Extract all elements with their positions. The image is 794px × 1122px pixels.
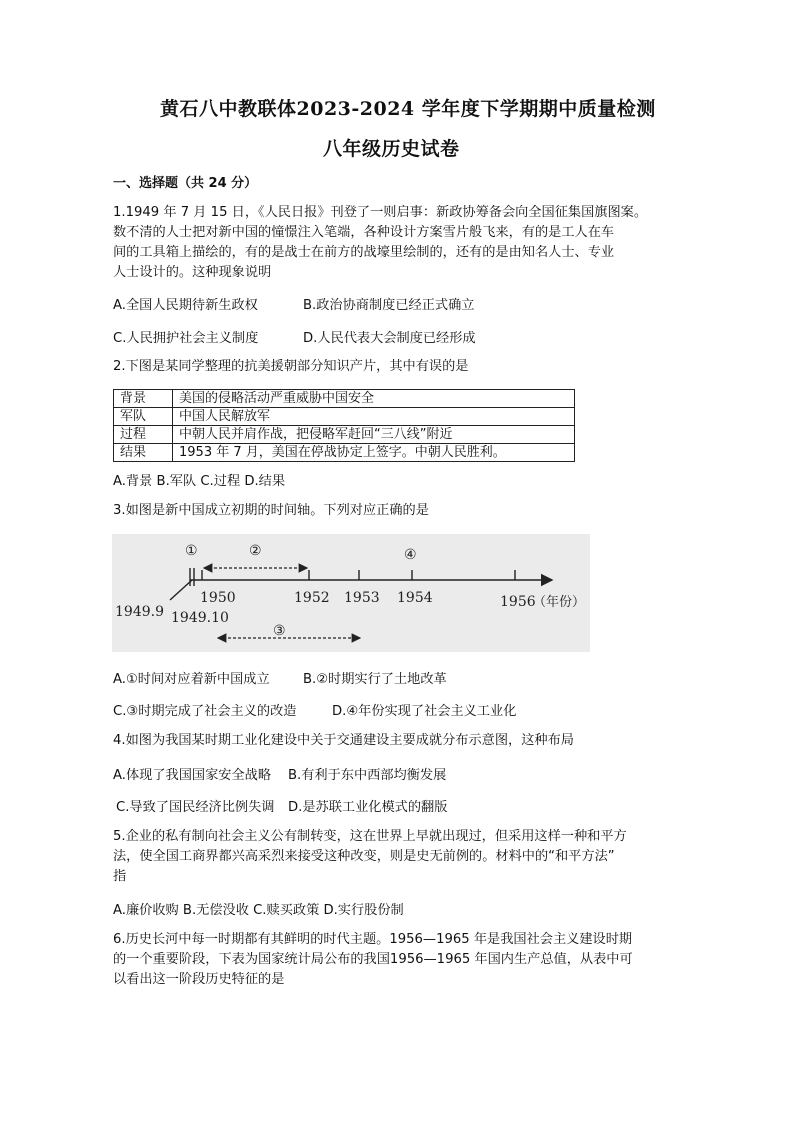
q3-option-a[interactable]: A.①时间对应着新中国成立 [113,672,270,687]
table-cell: 军队 [114,408,173,426]
q3-stem: 3.如图是新中国成立初期的时间轴。下列对应正确的是 [113,503,429,518]
table-cell: 背景 [114,390,173,408]
year-label: 1953 [344,590,380,606]
q1-option-b[interactable]: B.政治协商制度已经正式确立 [303,298,475,313]
axis-unit: （年份） [533,595,586,610]
q1-option-c[interactable]: C.人民拥护社会主义制度 [113,331,259,346]
table-cell: 中国人民解放军 [173,408,575,426]
q4-option-b[interactable]: B.有利于东中西部均衡发展 [288,768,447,783]
table-cell: 过程 [114,426,173,444]
q1-stem [113,203,647,283]
q5-options[interactable]: A.廉价收购 B.无偿没收 C.赎买政策 D.实行股份制 [113,903,404,918]
q1-option-d[interactable]: D.人民代表大会制度已经形成 [303,331,476,346]
table-row [114,426,575,444]
table-row [114,408,575,426]
q4-stem: 4.如图为我国某时期工业化建设中关于交通建设主要成就分布示意图，这种布局 [113,733,574,748]
q1-line: 人士设计的。这种现象说明 [113,265,272,280]
q5-line: 法，使全国工商界都兴高采烈来接受这种改变，则是史无前例的。材料中的“和平方法” [113,849,615,864]
q4-option-c[interactable]: C.导致了国民经济比例失调 [116,800,275,815]
year-label: 1950 [200,590,236,606]
year-label: 1954 [397,590,433,606]
q1-line: 1.1949 年 7 月 15 日，《人民日报》刊登了一则启事：新政协筹备会向全国征集国旗图案。 [113,205,648,220]
q1-line: 数不清的人士把对新中国的憧憬注入笔端，各种设计方案雪片般飞来，有的是工人在车 [113,225,615,240]
q1-line: 间的工具箱上描绘的，有的是战士在前方的战壕里绘制的，还有的是由知名人士、专业 [113,245,615,260]
marker-2: ② [249,543,262,559]
year-label: 1956 [500,594,536,610]
table-cell: 结果 [114,444,173,462]
q3-option-c[interactable]: C.③时期完成了社会主义的改造 [113,704,297,719]
q2-knowledge-table [113,389,575,462]
marker-3: ③ [273,623,286,639]
q4-option-a[interactable]: A.体现了我国国家安全战略 [113,768,272,783]
marker-4: ④ [404,547,417,563]
table-cell: 中朝人民并肩作战，把侵略军赶回“三八线”附近 [173,426,575,444]
exam-title: 黄石八中教联体2023-2024 学年度下学期期中质量检测 [160,98,656,120]
year-label: 1952 [294,590,330,606]
q5-stem [113,827,627,887]
section-heading: 一、选择题（共 24 分） [113,176,258,191]
table-row [114,390,575,408]
year-label: 1949.9 [115,604,164,620]
q2-stem: 2.下图是某同学整理的抗美援朝部分知识产片，其中有误的是 [113,359,469,374]
q6-stem [113,930,633,990]
table-cell: 美国的侵略活动严重威胁中国安全 [173,390,575,408]
timeline-link [170,580,192,600]
q3-option-d[interactable]: D.④年份实现了社会主义工业化 [332,704,517,719]
table-cell: 1953 年 7 月，美国在停战协定上签字。中朝人民胜利。 [173,444,575,462]
timeline-svg [112,534,590,652]
marker-1: ① [185,543,198,559]
q2-options[interactable]: A.背景 B.军队 C.过程 D.结果 [113,474,286,489]
q3-option-b[interactable]: B.②时期实行了土地改革 [303,672,447,687]
timeline-figure [112,534,590,652]
q5-line: 5.企业的私有制向社会主义公有制转变，这在世界上早就出现过，但采用这样一种和平方 [113,829,627,844]
q6-line: 的一个重要阶段，下表为国家统计局公布的我国1956—1965 年国内生产总值，从表中可 [113,952,633,967]
q6-line: 6.历史长河中每一时期都有其鲜明的时代主题。1956—1965 年是我国社会主义建设时期 [113,932,633,947]
q4-option-d[interactable]: D.是苏联工业化模式的翻版 [288,800,448,815]
q1-option-a[interactable]: A.全国人民期待新生政权 [113,298,258,313]
q5-line: 指 [113,869,127,884]
q6-line: 以看出这一阶段历史特征的是 [113,972,285,987]
table-row [114,444,575,462]
year-label: 1949.10 [171,610,229,626]
exam-subtitle: 八年级历史试卷 [323,138,460,160]
